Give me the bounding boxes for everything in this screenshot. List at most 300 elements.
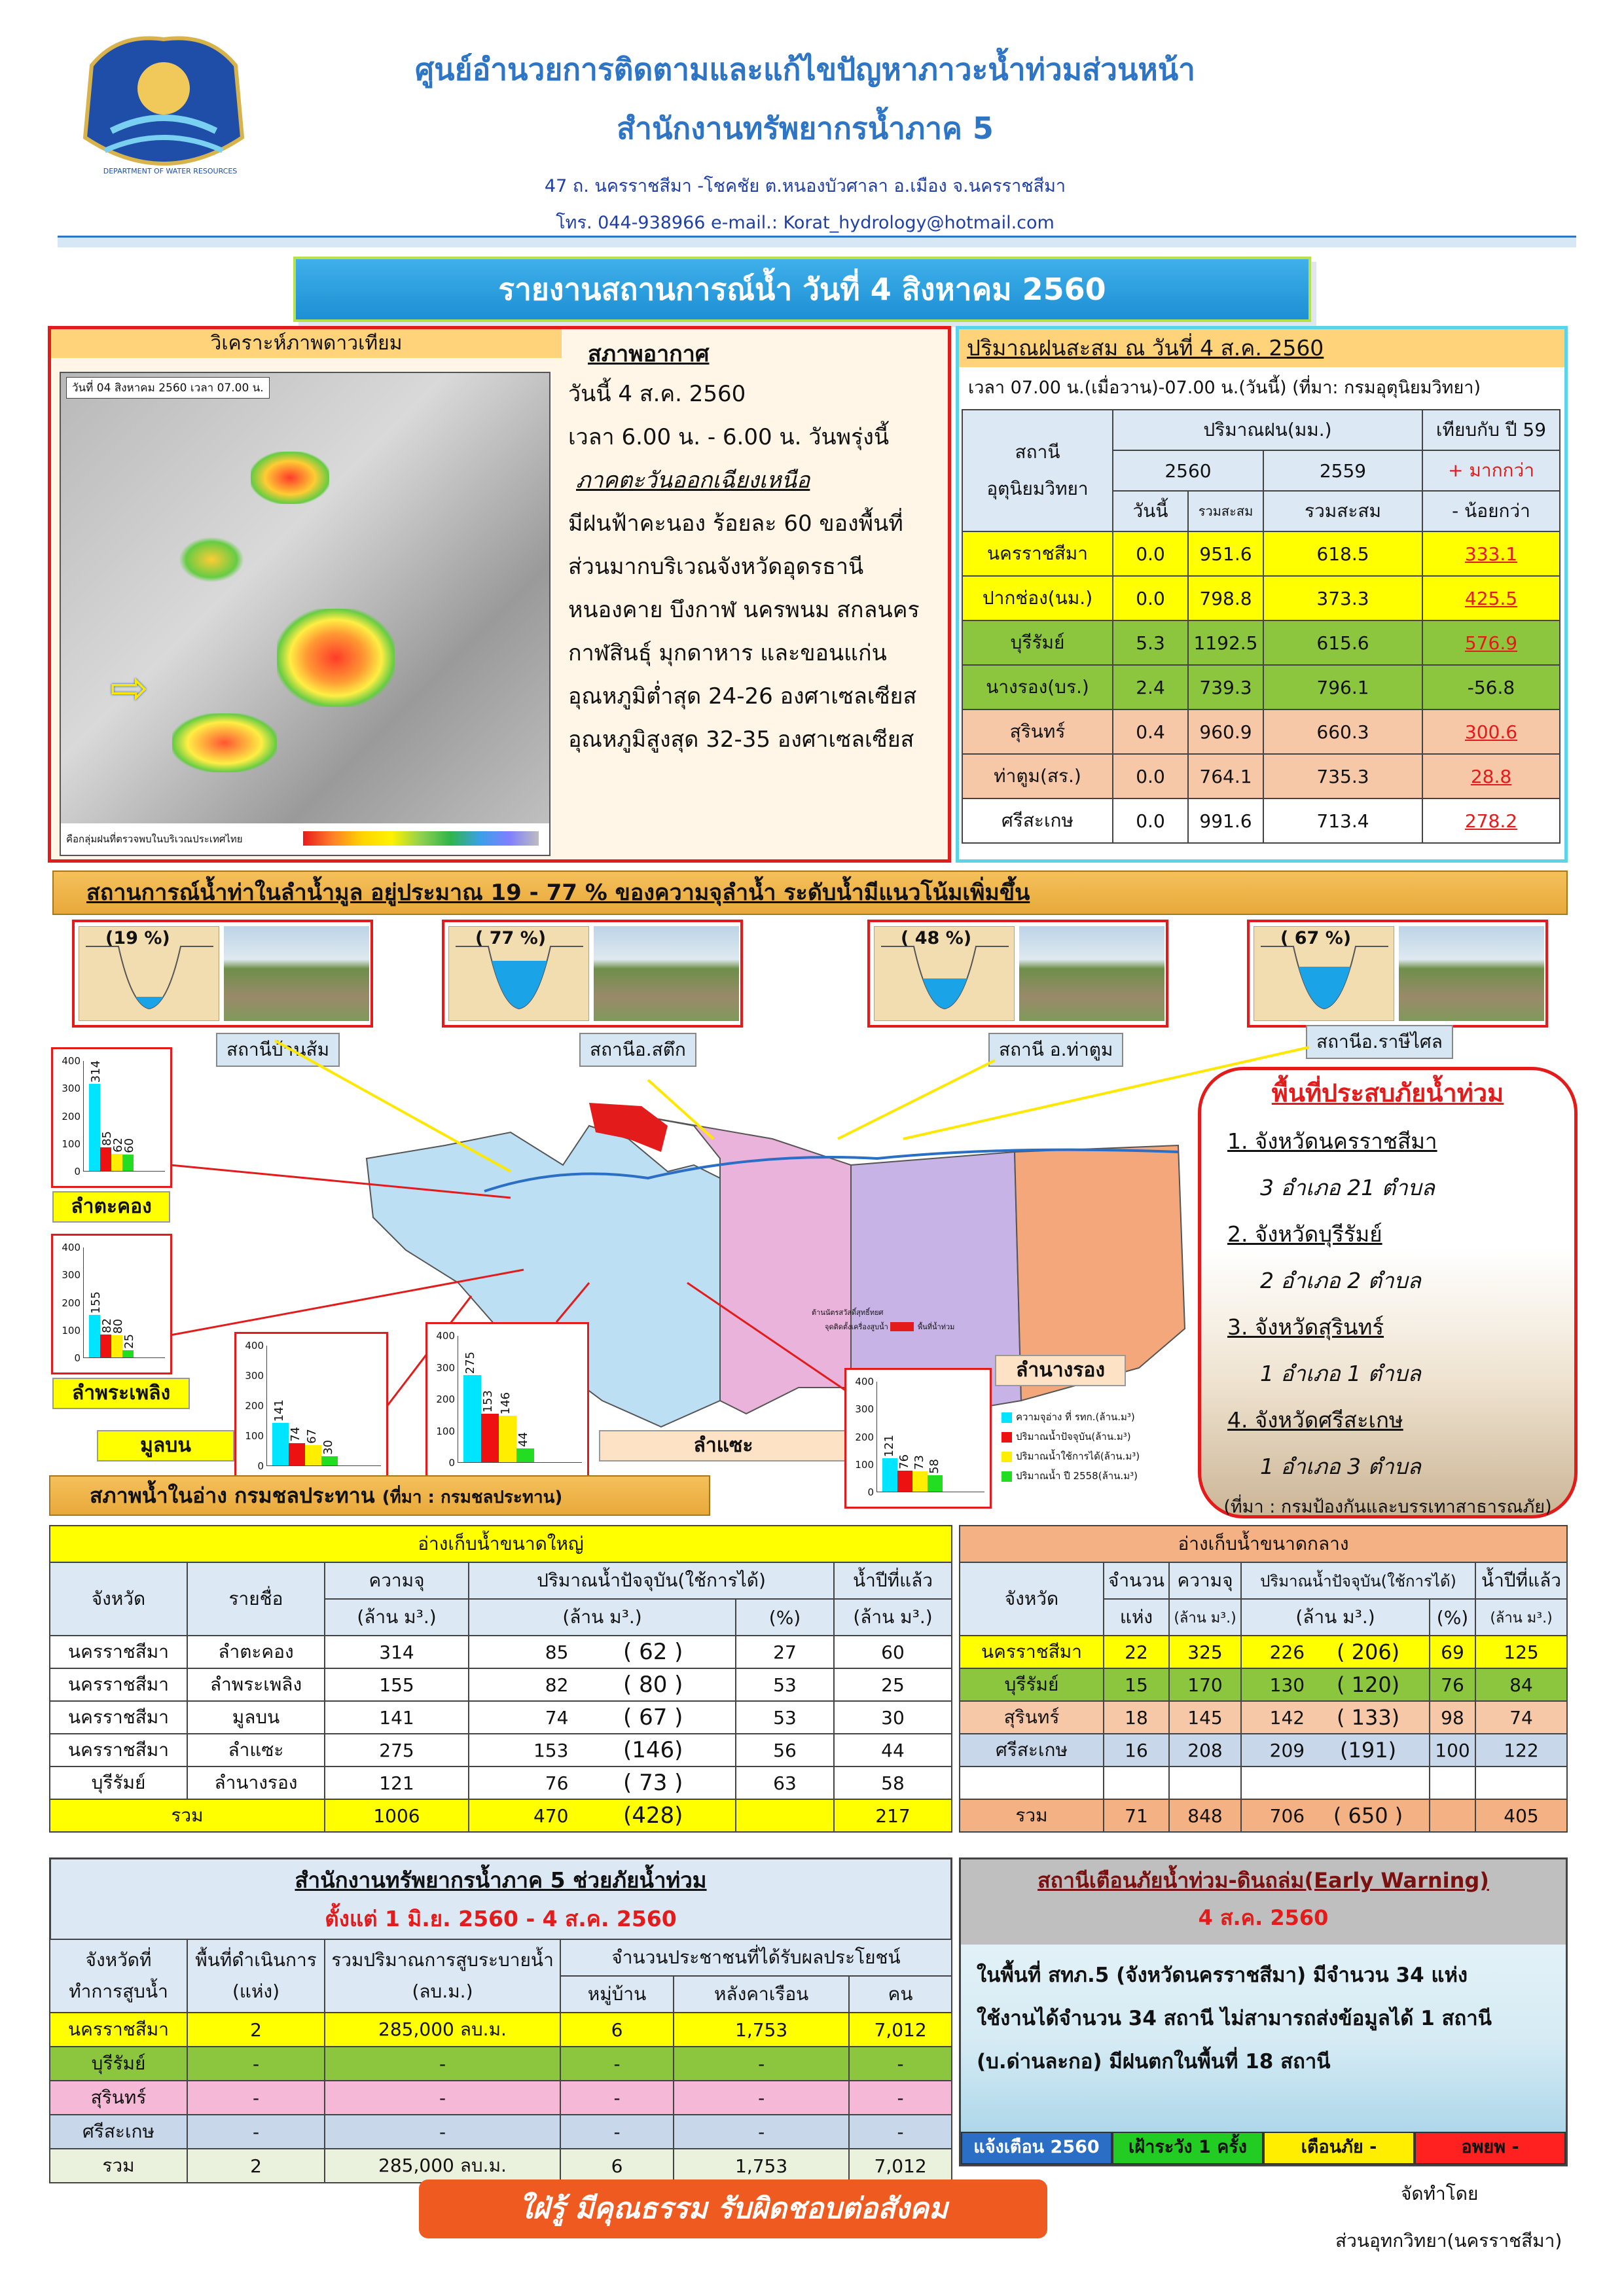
large-reservoir-cell: 44 [834,1734,952,1767]
large-reservoir-cell: 27 [736,1636,834,1668]
large-reservoir-cell: 30 [834,1701,952,1734]
th-unit: (ล้าน ม³.) [834,1599,952,1636]
chart-tick: 300 [436,1361,455,1374]
rain-cell-acc60: 960.9 [1188,709,1263,754]
chart-bar-label: 80 [111,1319,125,1334]
total-cell: 405 [1475,1799,1567,1832]
chart-bar-label: 275 [463,1351,477,1374]
large-reservoir-cell: นครราชสีมา [50,1734,187,1767]
reservoir-chart-label: ลำแซะ [599,1430,848,1462]
medium-reservoir-cell: (191) [1307,1734,1430,1767]
relief-cell: - [187,2047,325,2081]
relief-cell: - [187,2081,325,2115]
reservoir-mini-chart [51,1234,172,1374]
rain-cell-station: ศรีสะเกษ [962,798,1113,843]
reservoir-chart-label: มูลบน [97,1430,234,1462]
legend-item [1001,1446,1231,1466]
rain-cell-acc59: 713.4 [1263,798,1422,843]
weather-line: ส่วนมากบริเวณจังหวัดอุดรธานี [568,554,864,580]
relief-cell: 285,000 ลบ.ม. [325,2013,560,2047]
th-line: รวมปริมาณการสูบระบายน้ำ [331,1949,554,1971]
relief-cell: 7,012 [849,2013,952,2047]
rain-cell-station: สุรินทร์ [962,709,1113,754]
chart-bar [897,1471,912,1492]
medium-reservoir-cell: 100 [1430,1734,1475,1767]
relief-cell: - [560,2081,674,2115]
large-reservoir-cell: มูลบน [187,1701,325,1734]
chart-bar [111,1335,122,1357]
relief-cell: 6 [560,2149,674,2183]
chart-bar-label: 314 [89,1060,103,1083]
large-reservoir-cell: 76 [469,1767,571,1799]
large-reservoir-cell: ลำนางรอง [187,1767,325,1799]
hazard-province: 3. จังหวัดสุรินทร์ [1227,1314,1384,1340]
medium-reservoir-cell: 74 [1475,1701,1567,1734]
chart-bar-label: 153 [481,1390,495,1412]
chart-bar-label: 67 [305,1429,319,1444]
legend-label: ปริมาณน้ำใช้การได้(ล้าน.ม³) [1016,1450,1140,1462]
large-reservoir-cell: 58 [834,1767,952,1799]
chart-tick: 200 [62,1110,81,1122]
hazard-detail: 1 อำเภอ 1 ตำบล [1260,1361,1421,1386]
warning-line: (บ.ด่านละกอ) มีฝนตกในพื้นที่ 18 สถานี [977,2050,1331,2073]
reservoir-banner [49,1475,710,1516]
rain-cell-acc60: 951.6 [1188,531,1263,576]
flood-hazard-box [1198,1067,1578,1518]
medium-reservoir-cell: บุรีรัมย์ [960,1668,1104,1701]
hazard-detail: 2 อำเภอ 2 ตำบล [1260,1268,1421,1293]
relief-cell: สุรินทร์ [50,2081,187,2115]
chart-bar [89,1084,100,1171]
relief-cell: - [674,2081,849,2115]
large-reservoir-cell: 85 [469,1636,571,1668]
relief-rows [50,2013,952,2183]
warning-line: ใช้งานได้จำนวน 34 สถานี ไม่สามารถส่งข้อมูลได้ 1 สถานี [977,2007,1492,2030]
header-center-name: ศูนย์อำนวยการติดตามและแก้ไขปัญหาภาวะน้ำท่วมส่วนหน้า [414,52,1195,87]
medium-reservoir-row [960,1734,1567,1767]
chart-tick: 200 [62,1297,81,1309]
rain-th-today: วันนี้ [1113,491,1188,531]
chart-bar [289,1443,305,1465]
rain-th-2559: 2559 [1263,450,1422,491]
chart-bar-label: 25 [122,1334,136,1349]
hazard-detail: 3 อำเภอ 21 ตำบล [1260,1175,1435,1200]
weather-line: มีฝนฟ้าคะนอง ร้อยละ 60 ของพื้นที่ [568,511,903,537]
reservoir-mini-chart [51,1047,172,1188]
th-beneficiaries: จำนวนประชาชนที่ได้รับผลประโยชน์ [560,1939,952,1976]
large-reservoir-cell: ( 67 ) [571,1701,736,1734]
total-cell: 1006 [325,1799,469,1832]
th-line: จังหวัดที่ [85,1949,152,1971]
chart-bar-label: 74 [289,1427,302,1442]
legend-item [1001,1466,1231,1486]
large-reservoir-cell: 82 [469,1668,571,1701]
large-reservoir-cell: 53 [736,1668,834,1701]
th-household: หลังคาเรือน [674,1976,849,2013]
relief-cell: 2 [187,2149,325,2183]
medium-reservoir-cell: 325 [1169,1636,1241,1668]
chart-bar [928,1475,943,1492]
large-reservoir-row [50,1636,952,1668]
chart-bar-label: 58 [928,1459,941,1474]
large-reservoir-cell: นครราชสีมา [50,1701,187,1734]
chart-tick: 300 [245,1370,264,1382]
map-legend-flood: พื้นที่น้ำท่วม [918,1323,955,1331]
large-reservoir-row [50,1668,952,1701]
relief-cell: - [325,2047,560,2081]
arrow-icon: ⇨ [110,661,149,715]
th-count: จำนวน [1104,1562,1169,1599]
medium-reservoir-cell: 130 [1241,1668,1307,1701]
weather-line: วันนี้ 4 ส.ค. 2560 [568,381,746,407]
chart-tick: 300 [855,1403,874,1416]
hazard-province: 1. จังหวัดนครราชสีมา [1227,1128,1437,1154]
medium-reservoir-total [960,1799,1567,1832]
chart-tick: 0 [867,1486,874,1498]
reservoir-banner-text: สภาพน้ำในอ่าง กรมชลประทาน [90,1483,375,1508]
medium-reservoir-cell: 15 [1104,1668,1169,1701]
chart-bar [481,1414,499,1462]
relief-title: สำนักงานทรัพยากรน้ำภาค 5 ช่วยภัยน้ำท่วม [295,1867,707,1893]
header-office-name: สำนักงานทรัพยากรน้ำภาค 5 [617,111,994,146]
reservoir-chart-label: ลำพระเพลิง [52,1378,190,1409]
large-reservoir-cell: (146) [571,1734,736,1767]
rainfall-heading: ปริมาณฝนสะสม ณ วันที่ 4 ส.ค. 2560 [959,329,1564,367]
rain-th-more: + มากกว่า [1422,450,1560,491]
reservoir-chart-label: ลำตะคอง [52,1191,170,1223]
slogan-text: ใฝ่รู้ มีคุณธรรม รับผิดชอบต่อสังคม [518,2192,948,2225]
header-contact: โทร. 044-938966 e-mail.: Korat_hydrology@hotmail.com [556,213,1055,233]
warning-header [961,1859,1566,1945]
medium-reservoir-cell: นครราชสีมา [960,1636,1104,1668]
chart-bar [499,1416,516,1462]
th-line: พื้นที่ดำเนินการ [195,1949,317,1971]
th-province [50,1939,187,2013]
chart-bar [100,1147,111,1171]
chart-tick: 0 [448,1457,455,1469]
legend-label: ปริมาณน้ำ ปี 2558(ล้าน.ม³) [1016,1470,1138,1482]
rain-cell-diff: 278.2 [1422,798,1560,843]
large-reservoir-cell: 141 [325,1701,469,1734]
hazard-detail: 1 อำเภอ 3 ตำบล [1260,1454,1421,1479]
rain-cell-station: ท่าตูม(สร.) [962,754,1113,798]
th-village: หมู่บ้าน [560,1976,674,2013]
large-reservoir-cell: นครราชสีมา [50,1668,187,1701]
large-reservoir-cell: ( 80 ) [571,1668,736,1701]
reservoir-mini-chart [844,1368,992,1509]
rain-cell-station: นางรอง(บร.) [962,665,1113,709]
rain-cell-acc59: 615.6 [1263,620,1422,665]
prepared-label: จัดทำโดย [1401,2183,1479,2204]
weather-line: อุณหภูมิสูงสุด 32-35 องศาเซลเซียส [568,726,914,753]
rain-cell-diff: 425.5 [1422,576,1560,620]
large-reservoir-total [50,1799,952,1832]
relief-cell: - [849,2115,952,2149]
chart-tick: 400 [436,1330,455,1342]
legend-label: ปริมาณน้ำปัจจุบัน(ล้าน.ม³) [1016,1431,1131,1443]
large-reservoir-cell: 314 [325,1636,469,1668]
slogan-banner [419,2179,1047,2238]
large-reservoir-rows [50,1636,952,1799]
rain-cell-acc59: 660.3 [1263,709,1422,754]
relief-table [49,1939,952,2183]
warning-line: ในพื้นที่ สทภ.5 (จังหวัดนครราชสีมา) มีจำนวน 34 แห่ง [977,1964,1468,1987]
relief-cell: บุรีรัมย์ [50,2047,187,2081]
relief-cell: 1,753 [674,2013,849,2047]
rain-cell-today: 5.3 [1113,620,1188,665]
chart-bar [122,1350,134,1357]
satellite-label: วิเคราะห์ภาพดาวเทียม [51,329,562,358]
reservoir-mini-chart [234,1332,388,1482]
chart-bar-label: 141 [272,1399,286,1422]
chart-tick: 200 [436,1393,455,1405]
large-reservoir-row [50,1767,952,1799]
large-reservoir-cell: ลำแซะ [187,1734,325,1767]
rain-cell-acc60: 798.8 [1188,576,1263,620]
chart-tick: 300 [62,1269,81,1282]
chart-tick: 100 [62,1138,81,1150]
header-address: 47 ถ. นครราชสีมา -โชคชัย ต.หนองบัวศาลา อ.เมือง จ.นครราชสีมา [544,176,1066,196]
rain-cell-acc60: 739.3 [1188,665,1263,709]
large-reservoir-cell: 121 [325,1767,469,1799]
th-capacity: ความจุ [325,1562,469,1599]
large-reservoir-cell: นครราชสีมา [50,1636,187,1668]
large-reservoir-cell: 56 [736,1734,834,1767]
chart-axis [458,1336,582,1463]
th-volume [325,1939,560,2013]
legend-item [1001,1407,1231,1427]
relief-cell: รวม [50,2149,187,2183]
relief-row [50,2013,952,2047]
medium-reservoir-cell: 16 [1104,1734,1169,1767]
th-unit: (ล้าน ม³.) [1169,1599,1241,1636]
relief-cell: 1,753 [674,2149,849,2183]
relief-cell: - [849,2047,952,2081]
mun-banner-text: สถานการณ์น้ำท่าในลำน้ำมูล อยู่ประมาณ 19 - 77 % ของความจุลำน้ำ ระดับน้ำมีแนวโน้มเพิ่มขึ้น [86,880,1030,906]
medium-reservoir-cell: 69 [1430,1636,1475,1668]
large-reservoir-cell: 60 [834,1636,952,1668]
chart-tick: 0 [74,1166,81,1177]
total-cell [736,1799,834,1832]
chart-bar-label: 82 [100,1318,114,1333]
chart-tick: 400 [62,1242,81,1253]
th-line: (แห่ง) [232,1981,280,2002]
rain-cell-acc60: 764.1 [1188,754,1263,798]
rainfall-period: เวลา 07.00 น.(เมื่อวาน)-07.00 น.(วันนี้) (ที่มา: กรมอุตุนิยมวิทยา) [968,378,1481,398]
chart-legend [1001,1407,1231,1486]
medium-reservoir-cell: 208 [1169,1734,1241,1767]
chart-bar [912,1471,928,1492]
total-cell: 71 [1104,1799,1169,1832]
warning-status-cell: แจ้งเตือน 2560 [961,2132,1112,2164]
large-reservoir-row [50,1701,952,1734]
satellite-legend-note: คือกลุ่มฝนที่ตรวจพบในบริเวณประเทศไทย [66,833,243,845]
relief-row [50,2149,952,2183]
warning-status-bar [961,2132,1566,2164]
total-cell: 217 [834,1799,952,1832]
rain-cell-today: 0.0 [1113,798,1188,843]
map-legend-pump: จุดติดตั้งเครื่องสูบน้ำ [825,1323,888,1331]
early-warning-panel [959,1857,1568,2166]
large-reservoir-cell: ลำตะคอง [187,1636,325,1668]
rain-th-acc2: รวมสะสม [1263,491,1422,531]
rain-cell-diff: 333.1 [1422,531,1560,576]
medium-reservoir-cell: สุรินทร์ [960,1701,1104,1734]
rain-cell-station: บุรีรัมย์ [962,620,1113,665]
chart-tick: 100 [62,1324,81,1336]
chart-tick: 100 [245,1430,264,1442]
medium-reservoir-cell: 170 [1169,1668,1241,1701]
medium-reservoir-cell: 98 [1430,1701,1475,1734]
chart-bar [516,1448,534,1462]
chart-axis [266,1346,381,1466]
hazard-province: 4. จังหวัดศรีสะเกษ [1227,1407,1403,1433]
total-cell: 706 [1241,1799,1307,1832]
legend-label: ความจุอ่าง ที่ รทก.(ล้าน.ม³) [1016,1411,1135,1423]
th-current: ปริมาณน้ำปัจจุบัน(ใช้การได้) [1241,1562,1475,1599]
chart-axis [876,1382,984,1492]
rain-th-less: - น้อยกว่า [1422,491,1560,531]
station-name: สถานี อ.ท่าตูม [988,1033,1123,1067]
large-reservoir-cell: 74 [469,1701,571,1734]
medium-reservoir-cell: 142 [1241,1701,1307,1734]
th-name: รายชื่อ [187,1562,325,1636]
report-title: รายงานสถานการณ์น้ำ วันที่ 4 สิงหาคม 2560 [498,272,1106,307]
chart-bar-label: 155 [89,1291,103,1314]
medium-reservoir-cell: 125 [1475,1636,1567,1668]
rain-th-rain: ปริมาณฝน(มม.) [1113,410,1422,450]
total-cell: 848 [1169,1799,1241,1832]
rain-cell-today: 0.0 [1113,531,1188,576]
chart-axis [83,1247,165,1358]
map-caption: ต้านนัตรสวัสดิ์สุทธิ์ทยศ [812,1308,884,1317]
th-unit: (ล้าน ม³.) [469,1599,736,1636]
chart-tick: 400 [62,1055,81,1067]
relief-cell: 6 [560,2013,674,2047]
station-percent: ( 67 %) [1280,928,1352,948]
rain-cell-today: 0.4 [1113,709,1188,754]
large-reservoir-cell: ( 73 ) [571,1767,736,1799]
weather-line: อุณหภูมิต่ำสุด 24-26 องศาเซลเซียส [568,683,917,709]
chart-bar-label: 62 [111,1138,125,1153]
rain-th-acc: รวมสะสม [1188,491,1263,531]
th-lastyear: น้ำปีที่แล้ว [1475,1562,1567,1599]
medium-reservoir-rows [960,1636,1567,1767]
rain-cell-today: 2.4 [1113,665,1188,709]
reservoir-mini-chart [425,1322,589,1479]
medium-reservoir-cell: 145 [1169,1701,1241,1734]
warning-title: สถานีเตือนภัยน้ำท่วม-ดินถล่ม(Early Warning) [1038,1868,1489,1893]
total-label: รวม [960,1799,1104,1832]
large-reservoir-cell: 63 [736,1767,834,1799]
relief-cell: - [674,2115,849,2149]
hazard-list [1201,1118,1574,1490]
rain-cell-acc59: 373.3 [1263,576,1422,620]
medium-reservoir-cell: 226 [1241,1636,1307,1668]
reservoir-banner-source: (ที่มา : กรมชลประทาน) [382,1488,563,1507]
chart-bar-label: 73 [912,1455,926,1470]
chart-tick: 300 [62,1083,81,1095]
weather-line: กาฬสินธุ์ มุกดาหาร และขอนแก่น [568,640,887,666]
weather-line: เวลา 6.00 น. - 6.00 น. วันพรุ่งนี้ [568,424,890,450]
chart-tick: 200 [855,1431,874,1443]
rain-cell-station: ปากช่อง(นม.) [962,576,1113,620]
station-percent: ( 77 %) [475,928,547,948]
th-current: ปริมาณน้ำปัจจุบัน(ใช้การได้) [469,1562,834,1599]
chart-bar [122,1155,134,1171]
medium-reservoir-table [959,1525,1568,1833]
th-percent: (%) [736,1599,834,1636]
chart-tick: 0 [74,1352,81,1364]
weather-line: หนองคาย บึงกาฬ นครพนม สกลนคร [568,597,920,623]
rain-cell-acc60: 991.6 [1188,798,1263,843]
medium-reservoir-title: อ่างเก็บน้ำขนาดกลาง [960,1526,1567,1562]
th-unit: (ล้าน ม³.) [325,1599,469,1636]
station-percent: ( 48 %) [901,928,972,948]
th-line: (ลบ.ม.) [412,1981,473,2002]
hazard-province: 2. จังหวัดบุรีรัมย์ [1227,1221,1382,1247]
rain-th-compare: เทียบกับ ปี 59 [1422,410,1560,450]
chart-bar-label: 60 [122,1138,136,1153]
relief-cell: - [560,2047,674,2081]
medium-reservoir-cell: ( 120) [1307,1668,1430,1701]
rain-cell-diff: 576.9 [1422,620,1560,665]
total-cell: ( 650 ) [1307,1799,1430,1832]
th-area [187,1939,325,2013]
medium-reservoir-cell: 209 [1241,1734,1307,1767]
weather-heading: สภาพอากาศ [588,341,710,367]
hazard-title: พื้นที่ประสบภัยน้ำท่วม [1271,1079,1504,1107]
rain-cell-diff: 28.8 [1422,754,1560,798]
medium-reservoir-cell: ( 206) [1307,1636,1430,1668]
chart-bar [463,1375,481,1462]
large-reservoir-table [49,1525,952,1833]
weather-region: ภาคตะวันออกเฉียงเหนือ [576,467,810,493]
station-name: สถานีอ.ราษีไศล [1306,1025,1453,1059]
total-label: รวม [50,1799,325,1832]
prepared-by: ส่วนอุทกวิทยา(นครราชสีมา) [1335,2230,1562,2251]
rain-cell-today: 0.0 [1113,754,1188,798]
warning-date: 4 ส.ค. 2560 [1198,1905,1329,1930]
th-province: จังหวัด [960,1562,1104,1636]
warning-status-cell: เฝ้าระวัง 1 ครั้ง [1112,2132,1263,2164]
medium-reservoir-cell: ( 133) [1307,1701,1430,1734]
th-province: จังหวัด [50,1562,187,1636]
chart-tick: 100 [436,1425,455,1437]
total-cell: (428) [571,1799,736,1832]
medium-blank-row [960,1767,1567,1799]
large-reservoir-cell: 25 [834,1668,952,1701]
relief-cell: นครราชสีมา [50,2013,187,2047]
medium-reservoir-cell: 84 [1475,1668,1567,1701]
relief-row [50,2047,952,2081]
chart-tick: 100 [855,1458,874,1471]
medium-reservoir-cell: 76 [1430,1668,1475,1701]
relief-cell: - [325,2115,560,2149]
rain-cell-acc59: 618.5 [1263,531,1422,576]
station-name: สถานีอ.สตึก [579,1033,696,1067]
relief-cell: - [560,2115,674,2149]
relief-since: ตั้งแต่ 1 มิ.ย. 2560 - 4 ส.ค. 2560 [325,1906,677,1931]
chart-tick: 0 [257,1460,264,1472]
logo-text: DEPARTMENT OF WATER RESOURCES [103,167,238,175]
station-percent: (19 %) [105,928,170,948]
chart-bar [100,1335,111,1357]
medium-reservoir-cell: ศรีสะเกษ [960,1734,1104,1767]
chart-tick: 400 [245,1340,264,1352]
medium-reservoir-row [960,1701,1567,1734]
relief-cell: 2 [187,2013,325,2047]
